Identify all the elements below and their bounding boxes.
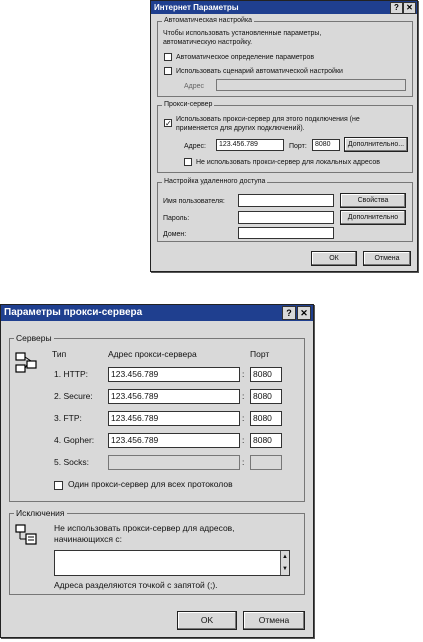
properties-button[interactable]: Свойства [340, 193, 406, 208]
domain-input[interactable] [238, 227, 334, 239]
protocol-label: 4. Gopher: [54, 435, 95, 445]
internet-settings-dialog [150, 0, 418, 272]
exceptions-description: Не использовать прокси-сервер для адресов, [54, 523, 235, 533]
proxy-settings-dialog [0, 304, 314, 638]
proxy-port-input[interactable]: 8080 [312, 139, 340, 151]
bypass-local-checkbox[interactable] [184, 158, 192, 166]
bypass-local-label: Не использовать прокси-сервер для локальных адресов [196, 159, 380, 166]
username-label: Имя пользователя: [163, 198, 225, 205]
auto-config-group [157, 17, 413, 97]
type-column-header: Тип [52, 349, 67, 359]
exceptions-hint: Адреса разделяются точкой с запятой (;). [54, 580, 218, 590]
exceptions-textarea[interactable] [54, 550, 290, 576]
auto-config-description-2: автоматическую настройку. [163, 39, 253, 46]
exceptions-group [9, 508, 305, 595]
port-column-header: Порт [250, 349, 270, 359]
auto-script-checkbox[interactable] [164, 67, 172, 75]
cancel-button[interactable]: Отмена [363, 251, 411, 266]
proxy-settings-titlebar[interactable] [1, 305, 313, 321]
port-separator: : [242, 413, 245, 423]
internet-settings-title: Интернет Параметры [154, 3, 239, 12]
domain-label: Домен: [163, 231, 187, 238]
auto-config-description: Чтобы использовать установленные параметры, [163, 30, 322, 37]
proxy-ok-button[interactable]: OK [177, 611, 237, 630]
auto-detect-checkbox[interactable] [164, 53, 172, 61]
auto-config-group-label: Автоматическая настройка [164, 17, 253, 24]
scroll-up-icon[interactable]: ▲ [282, 554, 288, 560]
servers-group-label: Серверы [16, 333, 52, 343]
gopher-address-input[interactable]: 123.456.789 [108, 433, 240, 448]
proxy-server-group [157, 101, 413, 173]
close-icon[interactable]: ✕ [403, 2, 416, 14]
secure-port-input[interactable]: 8080 [250, 389, 282, 404]
ok-button[interactable]: ОК [311, 251, 357, 266]
protocol-label: 2. Secure: [54, 391, 93, 401]
proxy-server-group-label: Прокси-сервер [164, 101, 213, 108]
protocol-label: 1. HTTP: [54, 369, 89, 379]
ftp-port-input[interactable]: 8080 [250, 411, 282, 426]
dialup-settings-group [157, 178, 413, 242]
http-port-input[interactable]: 8080 [250, 367, 282, 382]
auto-script-address-input[interactable] [216, 79, 406, 91]
close-icon[interactable]: ✕ [297, 306, 311, 320]
ftp-address-input[interactable]: 123.456.789 [108, 411, 240, 426]
proxy-port-label: Порт: [289, 143, 307, 150]
http-address-input[interactable]: 123.456.789 [108, 367, 240, 382]
proxy-address-input[interactable]: 123.456.789 [216, 139, 284, 151]
address-column-header: Адрес прокси-сервера [108, 349, 197, 359]
help-icon[interactable]: ? [282, 306, 296, 320]
protocol-label: 3. FTP: [54, 413, 82, 423]
use-proxy-checkbox[interactable]: ✓ [165, 119, 172, 128]
same-proxy-checkbox[interactable] [54, 481, 63, 490]
port-separator: : [242, 369, 245, 379]
socks-address-input[interactable] [108, 455, 240, 470]
auto-detect-label: Автоматическое определение параметров [176, 54, 315, 61]
same-proxy-label: Один прокси-сервер для всех протоколов [68, 479, 233, 489]
exceptions-icon [14, 523, 38, 547]
proxy-address-label: Адрес: [184, 143, 206, 150]
password-label: Пароль: [163, 215, 190, 222]
port-separator: : [242, 457, 245, 467]
auto-script-label: Использовать сценарий автоматической настройки [176, 68, 343, 75]
internet-settings-titlebar[interactable] [151, 1, 417, 14]
use-proxy-label-2: применяется для других подключений). [176, 125, 305, 132]
scroll-down-icon[interactable]: ▼ [282, 566, 288, 572]
advanced-button[interactable]: Дополнительно... [344, 137, 408, 152]
exceptions-scrollbar[interactable] [280, 551, 289, 575]
help-icon[interactable]: ? [390, 2, 403, 14]
use-proxy-label: Использовать прокси-сервер для этого подключения (не [176, 116, 360, 123]
protocol-label: 5. Socks: [54, 457, 89, 467]
servers-group [9, 333, 305, 502]
gopher-port-input[interactable]: 8080 [250, 433, 282, 448]
dialup-settings-group-label: Настройка удаленного доступа [164, 178, 266, 185]
exceptions-description-2: начинающихся с: [54, 534, 122, 544]
proxy-settings-title: Параметры прокси-сервера [4, 307, 143, 318]
dialup-advanced-button[interactable]: Дополнительно [340, 210, 406, 225]
username-input[interactable] [238, 194, 334, 207]
port-separator: : [242, 391, 245, 401]
secure-address-input[interactable]: 123.456.789 [108, 389, 240, 404]
exceptions-group-label: Исключения [16, 508, 65, 518]
port-separator: : [242, 435, 245, 445]
network-servers-icon [14, 351, 38, 375]
auto-script-address-label: Адрес [184, 83, 205, 90]
password-input[interactable] [238, 211, 334, 224]
socks-port-input[interactable] [250, 455, 282, 470]
proxy-cancel-button[interactable]: Отмена [243, 611, 305, 630]
